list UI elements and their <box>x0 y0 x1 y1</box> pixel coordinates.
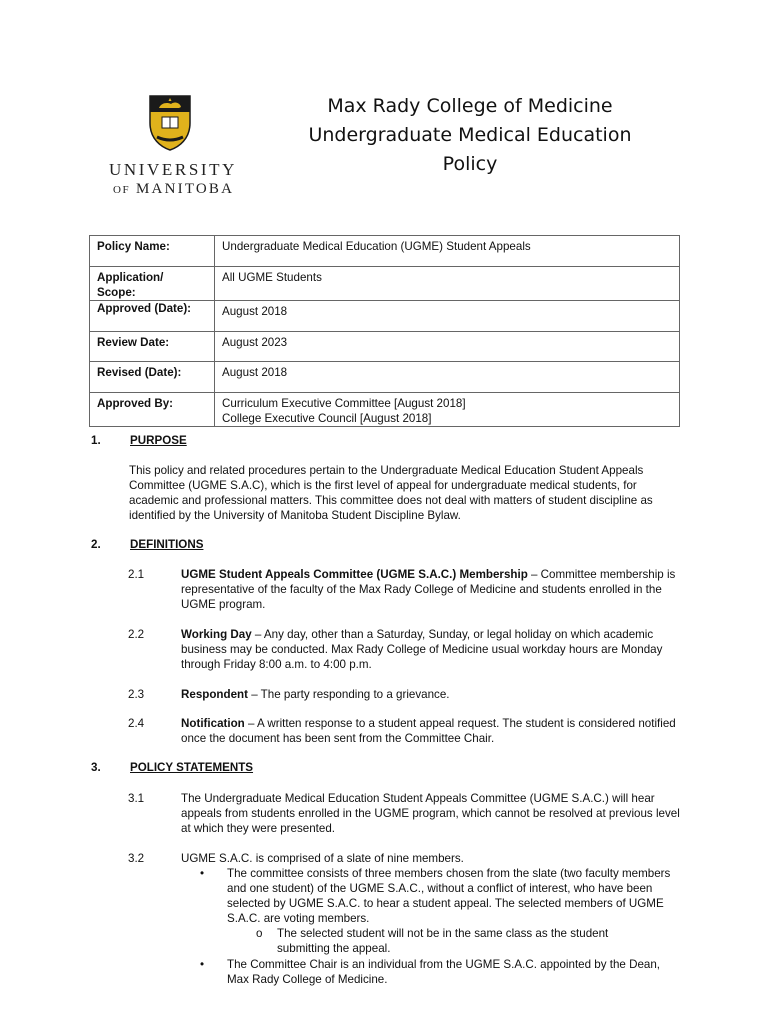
sub-bullet-glyph: o <box>256 927 263 940</box>
policy-item <box>128 791 688 836</box>
application-label-2: Scope: <box>97 286 136 299</box>
item-description: – The party responding to a grievance. <box>248 688 450 701</box>
application-value: All UGME Students <box>215 267 680 301</box>
revised-date-label: Revised (Date): <box>90 362 215 393</box>
section-title: DEFINITIONS <box>130 538 204 551</box>
item-text <box>181 567 688 612</box>
row-approved-by <box>90 393 680 427</box>
item-number: 2.4 <box>128 717 145 730</box>
approved-by-label: Approved By: <box>90 393 215 427</box>
item-number: 2.2 <box>128 628 145 641</box>
section-number: 1. <box>91 434 101 447</box>
section-title: PURPOSE <box>130 434 187 447</box>
sub-bullet-text: The selected student will not be in the same class as the student submitting the appeal. <box>277 927 609 955</box>
section-number: 3. <box>91 761 101 774</box>
item-text <box>181 716 688 746</box>
bullet-text: The committee consists of three members chosen from the slate (two faculty members and one student) of the UGME S.A.C., without a conflict of interest, who have been selected by UGME S.A.C. to hear a student appeal. The selected members of UGME S.A.C. are voting members. <box>227 867 671 925</box>
policy-meta-table <box>89 235 680 427</box>
revised-date-value: August 2018 <box>215 362 680 393</box>
item-text <box>181 687 688 702</box>
item-number: 3.1 <box>128 792 145 805</box>
item-term: UGME Student Appeals Committee (UGME S.A.C.) Membership <box>181 568 528 581</box>
approved-by-value-1: Curriculum Executive Committee [August 2018] <box>222 397 466 410</box>
section-definitions-heading <box>91 538 203 551</box>
item-term: Notification <box>181 717 245 730</box>
approved-date-label: Approved (Date): <box>90 301 215 332</box>
title-line1: Max Rady College of Medicine <box>327 95 613 117</box>
item-text <box>181 627 688 672</box>
university-of: OF <box>113 184 131 196</box>
application-label <box>90 267 215 301</box>
row-approved-date <box>90 301 680 332</box>
item-number: 3.2 <box>128 852 145 865</box>
item-description: – Any day, other than a Saturday, Sunday, or legal holiday on which academic business may be conducted. Max Rady College of Medicine usual workday hours are Monday through Friday 8:00 a.m. to 4:00 p.m. <box>181 628 663 671</box>
review-date-value: August 2023 <box>215 332 680 362</box>
item-number: 2.3 <box>128 688 145 701</box>
title-line3: Policy <box>442 153 498 175</box>
item-text: UGME S.A.C. is comprised of a slate of nine members. <box>181 852 464 865</box>
bullet-glyph: • <box>200 867 205 880</box>
purpose-paragraph: This policy and related procedures pertain to the Undergraduate Medical Education Student Appeals Committee (UGME S.A.C), which is the first level of appeal for undergraduate medical students, for academic and professional matters. This committee does not deal with matters of student discipline as identified by the University of Manitoba Student Discipline Bylaw. <box>129 464 653 522</box>
review-date-label: Review Date: <box>90 332 215 362</box>
policy-item <box>128 851 688 866</box>
approved-by-value-2: College Executive Council [August 2018] <box>222 412 432 425</box>
item-description: – Committee membership is representative of the faculty of the Max Rady College of Medicine and students enrolled in the UGME program. <box>181 568 676 611</box>
item-term: Working Day <box>181 628 252 641</box>
title-line2: Undergraduate Medical Education <box>308 124 632 146</box>
item-number: 2.1 <box>128 568 145 581</box>
row-review-date <box>90 332 680 362</box>
sub-bullet-item <box>256 926 656 956</box>
row-application <box>90 267 680 301</box>
university-name-line2 <box>113 181 234 198</box>
policy-name-value: Undergraduate Medical Education (UGME) Student Appeals <box>215 236 680 267</box>
university-name-line1: UNIVERSITY <box>109 160 237 179</box>
definition-item <box>128 627 688 672</box>
definition-item <box>128 567 688 612</box>
definition-item <box>128 687 688 702</box>
section-title: POLICY STATEMENTS <box>130 761 254 774</box>
definition-item <box>128 716 688 746</box>
item-description: – A written response to a student appeal request. The student is considered notified once the document has been sent from the Committee Chair. <box>181 717 676 745</box>
item-text: The Undergraduate Medical Education Student Appeals Committee (UGME S.A.C.) will hear appeals from students enrolled in the UGME program, which cannot be resolved at previous level at which they were presented. <box>181 792 680 835</box>
bullet-text: The Committee Chair is an individual from the UGME S.A.C. appointed by the Dean, Max Rady College of Medicine. <box>227 958 661 986</box>
approved-by-value <box>215 393 680 427</box>
section-purpose-heading <box>91 434 187 447</box>
item-term: Respondent <box>181 688 248 701</box>
row-policy-name <box>90 236 680 267</box>
approved-date-value: August 2018 <box>215 301 680 332</box>
row-revised-date <box>90 362 680 393</box>
bullet-glyph: • <box>200 958 205 971</box>
university-manitoba: MANITOBA <box>136 181 235 197</box>
application-label-1: Application/ <box>97 271 164 284</box>
document-title <box>300 92 640 179</box>
section-number: 2. <box>91 538 101 551</box>
section-policy-statements-heading <box>91 761 253 774</box>
crest-icon <box>149 95 191 151</box>
bullet-item <box>200 866 685 926</box>
bullet-item <box>200 957 685 987</box>
policy-name-label: Policy Name: <box>90 236 215 267</box>
